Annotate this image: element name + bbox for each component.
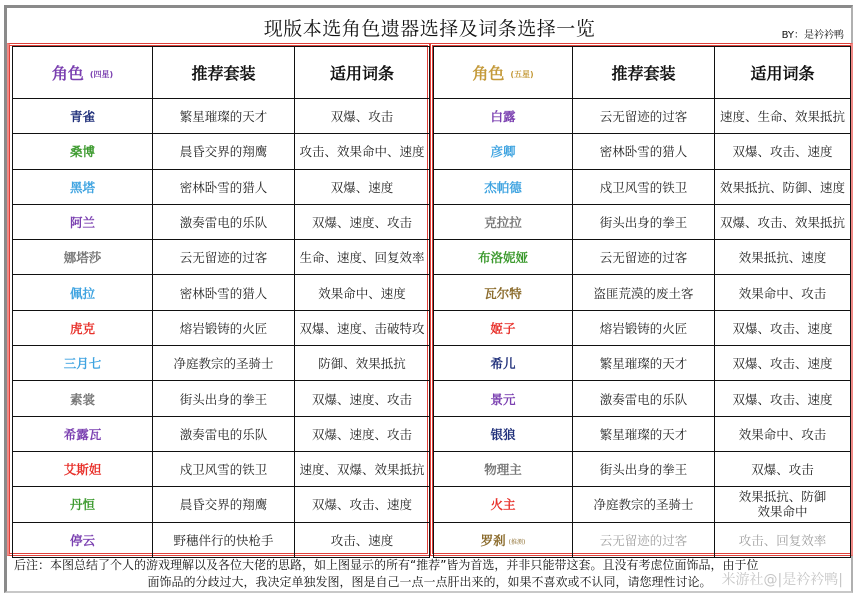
relic-set: 晨昏交界的翔鹰 bbox=[153, 134, 295, 169]
character-name-text: 银狼 bbox=[490, 426, 516, 442]
table-row bbox=[434, 275, 851, 310]
table-row bbox=[13, 169, 430, 204]
relic-set: 激奏雷电的乐队 bbox=[153, 204, 295, 239]
relic-set: 盗匪荒漠的废土客 bbox=[573, 275, 715, 310]
stat-priorities: 攻击、速度 bbox=[295, 522, 430, 557]
stat-priorities: 效果命中、攻击 bbox=[715, 416, 851, 451]
character-name-text: 停云 bbox=[69, 532, 95, 548]
stat-priorities: 双爆、攻击、速度 bbox=[715, 134, 851, 169]
relic-set: 净庭教宗的圣骑士 bbox=[153, 346, 295, 381]
relic-set: 激奏雷电的乐队 bbox=[153, 416, 295, 451]
stat-priorities: 双爆、攻击、效果抵抗 bbox=[715, 204, 851, 239]
stat-priorities: 双爆、攻击、速度 bbox=[715, 346, 851, 381]
stat-priorities: 双爆、攻击 bbox=[715, 451, 851, 486]
character-name bbox=[13, 99, 153, 134]
character-name bbox=[434, 134, 573, 169]
table-row bbox=[13, 381, 430, 416]
character-name bbox=[13, 416, 153, 451]
table-row bbox=[434, 381, 851, 416]
stat-line-2: 效果命中 bbox=[757, 504, 808, 520]
speculative-note: (推测) bbox=[508, 538, 526, 546]
character-name-text: 希儿 bbox=[490, 356, 516, 372]
stat-priorities: 攻击、回复效率 bbox=[715, 522, 851, 557]
character-name bbox=[434, 487, 573, 522]
character-name bbox=[434, 451, 573, 486]
stat-priorities: 双爆、速度、攻击 bbox=[295, 416, 430, 451]
stat-priorities: 双爆、速度、攻击 bbox=[295, 381, 430, 416]
column-header-stats: 适用词条 bbox=[295, 47, 430, 99]
character-name-text: 彦卿 bbox=[490, 144, 516, 160]
character-name bbox=[13, 346, 153, 381]
four-star-table bbox=[12, 46, 430, 558]
table-row bbox=[434, 240, 851, 275]
character-name bbox=[13, 240, 153, 275]
character-name bbox=[434, 381, 573, 416]
character-name-text: 物理主 bbox=[484, 462, 522, 478]
title-band bbox=[7, 8, 852, 43]
stat-priorities: 防御、效果抵抗 bbox=[295, 346, 430, 381]
character-name bbox=[13, 381, 153, 416]
relic-set: 街头出身的拳王 bbox=[573, 451, 715, 486]
column-header-set: 推荐套装 bbox=[153, 47, 295, 99]
table-row bbox=[434, 99, 851, 134]
footer-line-2: 面饰品的分歧过大，我决定单独发图，图是自己一点一点肝出来的，如果不喜欢或不认同，请您理性讨论。 bbox=[147, 575, 712, 589]
table-row bbox=[434, 346, 851, 381]
stat-priorities bbox=[715, 487, 851, 522]
character-name-text: 罗刹 bbox=[480, 532, 506, 548]
character-name-text: 艾斯妲 bbox=[63, 462, 102, 478]
character-name-text: 三月七 bbox=[63, 356, 102, 372]
relic-set: 激奏雷电的乐队 bbox=[573, 381, 715, 416]
stat-priorities: 攻击、效果命中、速度 bbox=[295, 134, 430, 169]
watermark: 米游社@|是衿衿鸭| bbox=[721, 572, 843, 588]
character-name bbox=[13, 134, 153, 169]
character-name-text: 克拉拉 bbox=[484, 215, 522, 231]
relic-set: 净庭教宗的圣骑士 bbox=[573, 487, 715, 522]
relic-set: 戍卫风雪的铁卫 bbox=[573, 169, 715, 204]
character-name bbox=[434, 275, 573, 310]
character-name-text: 佩拉 bbox=[69, 285, 95, 301]
character-name-text: 丹恒 bbox=[69, 497, 95, 513]
author-byline: BY：是衿衿鸭 bbox=[781, 30, 844, 41]
table-row bbox=[13, 204, 430, 239]
column-header-stats: 适用词条 bbox=[715, 47, 851, 99]
stat-priorities: 效果命中、速度 bbox=[295, 275, 430, 310]
column-header-role bbox=[13, 47, 153, 99]
table-row bbox=[434, 416, 851, 451]
character-name bbox=[13, 275, 153, 310]
relic-set: 熔岩锻铸的火匠 bbox=[573, 310, 715, 345]
character-name bbox=[434, 522, 573, 557]
character-name-text: 瓦尔特 bbox=[484, 285, 522, 301]
relic-set: 繁星璀璨的天才 bbox=[573, 346, 715, 381]
character-name bbox=[13, 487, 153, 522]
relic-set: 街头出身的拳王 bbox=[153, 381, 295, 416]
role-header-label: 角色 bbox=[51, 64, 84, 83]
table-row bbox=[434, 169, 851, 204]
table-header-row bbox=[13, 47, 430, 99]
stat-priorities: 双爆、攻击、速度 bbox=[715, 381, 851, 416]
relic-set: 戍卫风雪的铁卫 bbox=[153, 451, 295, 486]
character-name-text: 火主 bbox=[490, 497, 516, 513]
stat-priorities: 双爆、攻击 bbox=[295, 99, 430, 134]
table-row bbox=[434, 204, 851, 239]
column-header-role bbox=[434, 47, 573, 99]
table-row bbox=[434, 522, 851, 557]
table-row bbox=[434, 451, 851, 486]
table-header-row bbox=[434, 47, 851, 99]
character-name bbox=[434, 310, 573, 345]
character-name bbox=[434, 99, 573, 134]
stat-priorities: 效果抵抗、防御、速度 bbox=[715, 169, 851, 204]
table-row bbox=[434, 487, 851, 522]
relic-set: 密林卧雪的猎人 bbox=[153, 275, 295, 310]
character-name bbox=[434, 169, 573, 204]
five-star-panel bbox=[430, 43, 853, 556]
stat-priorities: 双爆、速度、攻击 bbox=[295, 204, 430, 239]
character-name-text: 素裳 bbox=[69, 391, 95, 407]
character-name-text: 阿兰 bbox=[69, 215, 95, 231]
stat-priorities: 生命、速度、回复效率 bbox=[295, 240, 430, 275]
character-name bbox=[434, 346, 573, 381]
character-name bbox=[434, 416, 573, 451]
relic-set: 云无留迹的过客 bbox=[153, 240, 295, 275]
character-name bbox=[434, 240, 573, 275]
character-name-text: 希露瓦 bbox=[63, 426, 102, 442]
five-star-table bbox=[433, 46, 851, 558]
rarity-label: (四星) bbox=[89, 70, 114, 79]
column-header-set: 推荐套装 bbox=[573, 47, 715, 99]
table-row bbox=[13, 134, 430, 169]
character-name bbox=[434, 204, 573, 239]
table-row bbox=[13, 240, 430, 275]
page-title: 现版本选角色遗器选择及词条选择一览 bbox=[263, 18, 596, 40]
relic-set: 繁星璀璨的天才 bbox=[573, 416, 715, 451]
stat-priorities: 速度、双爆、效果抵抗 bbox=[295, 451, 430, 486]
relic-set: 繁星璀璨的天才 bbox=[153, 99, 295, 134]
table-row bbox=[434, 134, 851, 169]
character-name bbox=[13, 169, 153, 204]
stat-priorities: 双爆、攻击、速度 bbox=[295, 487, 430, 522]
character-name-text: 娜塔莎 bbox=[63, 250, 102, 266]
stat-priorities: 效果命中、攻击 bbox=[715, 275, 851, 310]
character-name bbox=[13, 310, 153, 345]
character-name-text: 桑博 bbox=[69, 144, 95, 160]
relic-set: 云无留迹的过客 bbox=[573, 522, 715, 557]
rarity-label: (五星) bbox=[510, 70, 534, 79]
stat-priorities: 双爆、速度、击破特攻 bbox=[295, 310, 430, 345]
character-name-text: 青雀 bbox=[69, 109, 95, 125]
relic-set: 熔岩锻铸的火匠 bbox=[153, 310, 295, 345]
relic-set: 云无留迹的过客 bbox=[573, 240, 715, 275]
relic-set: 密林卧雪的猎人 bbox=[573, 134, 715, 169]
stat-line-1: 效果抵抗、防御 bbox=[738, 489, 827, 505]
character-name-text: 布洛妮娅 bbox=[477, 250, 528, 266]
role-header-label: 角色 bbox=[472, 64, 505, 83]
four-star-panel bbox=[7, 43, 430, 556]
footer-note bbox=[7, 557, 852, 591]
relic-set: 密林卧雪的猎人 bbox=[153, 169, 295, 204]
footer-line-1: 后注：本图总结了个人的游戏理解以及各位大佬的思路，如上图显示的所有“推荐”皆为首选，并非只能带这套。且没有考虑位面饰品，由于位 bbox=[14, 558, 759, 572]
table-row bbox=[13, 487, 430, 522]
stat-priorities: 双爆、攻击、速度 bbox=[715, 310, 851, 345]
character-name-text: 姬子 bbox=[490, 320, 516, 336]
character-name-text: 黑塔 bbox=[69, 179, 95, 195]
table-row bbox=[13, 522, 430, 557]
relic-set: 云无留迹的过客 bbox=[573, 99, 715, 134]
table-row bbox=[13, 416, 430, 451]
relic-set: 街头出身的拳王 bbox=[573, 204, 715, 239]
relic-set: 野穗伴行的快枪手 bbox=[153, 522, 295, 557]
character-name bbox=[13, 522, 153, 557]
table-row bbox=[13, 346, 430, 381]
stat-priorities: 效果抵抗、速度 bbox=[715, 240, 851, 275]
character-name bbox=[13, 204, 153, 239]
stat-priorities: 速度、生命、效果抵抗 bbox=[715, 99, 851, 134]
table-row bbox=[13, 310, 430, 345]
table-row bbox=[13, 275, 430, 310]
table-row bbox=[13, 451, 430, 486]
table-row bbox=[13, 99, 430, 134]
character-name bbox=[13, 451, 153, 486]
table-row bbox=[434, 310, 851, 345]
relic-set: 晨昏交界的翔鹰 bbox=[153, 487, 295, 522]
character-name-text: 景元 bbox=[490, 391, 516, 407]
character-name-text: 白露 bbox=[490, 109, 516, 125]
character-name-text: 虎克 bbox=[69, 320, 95, 336]
stat-priorities: 双爆、速度 bbox=[295, 169, 430, 204]
character-name-text: 杰帕德 bbox=[484, 179, 522, 195]
